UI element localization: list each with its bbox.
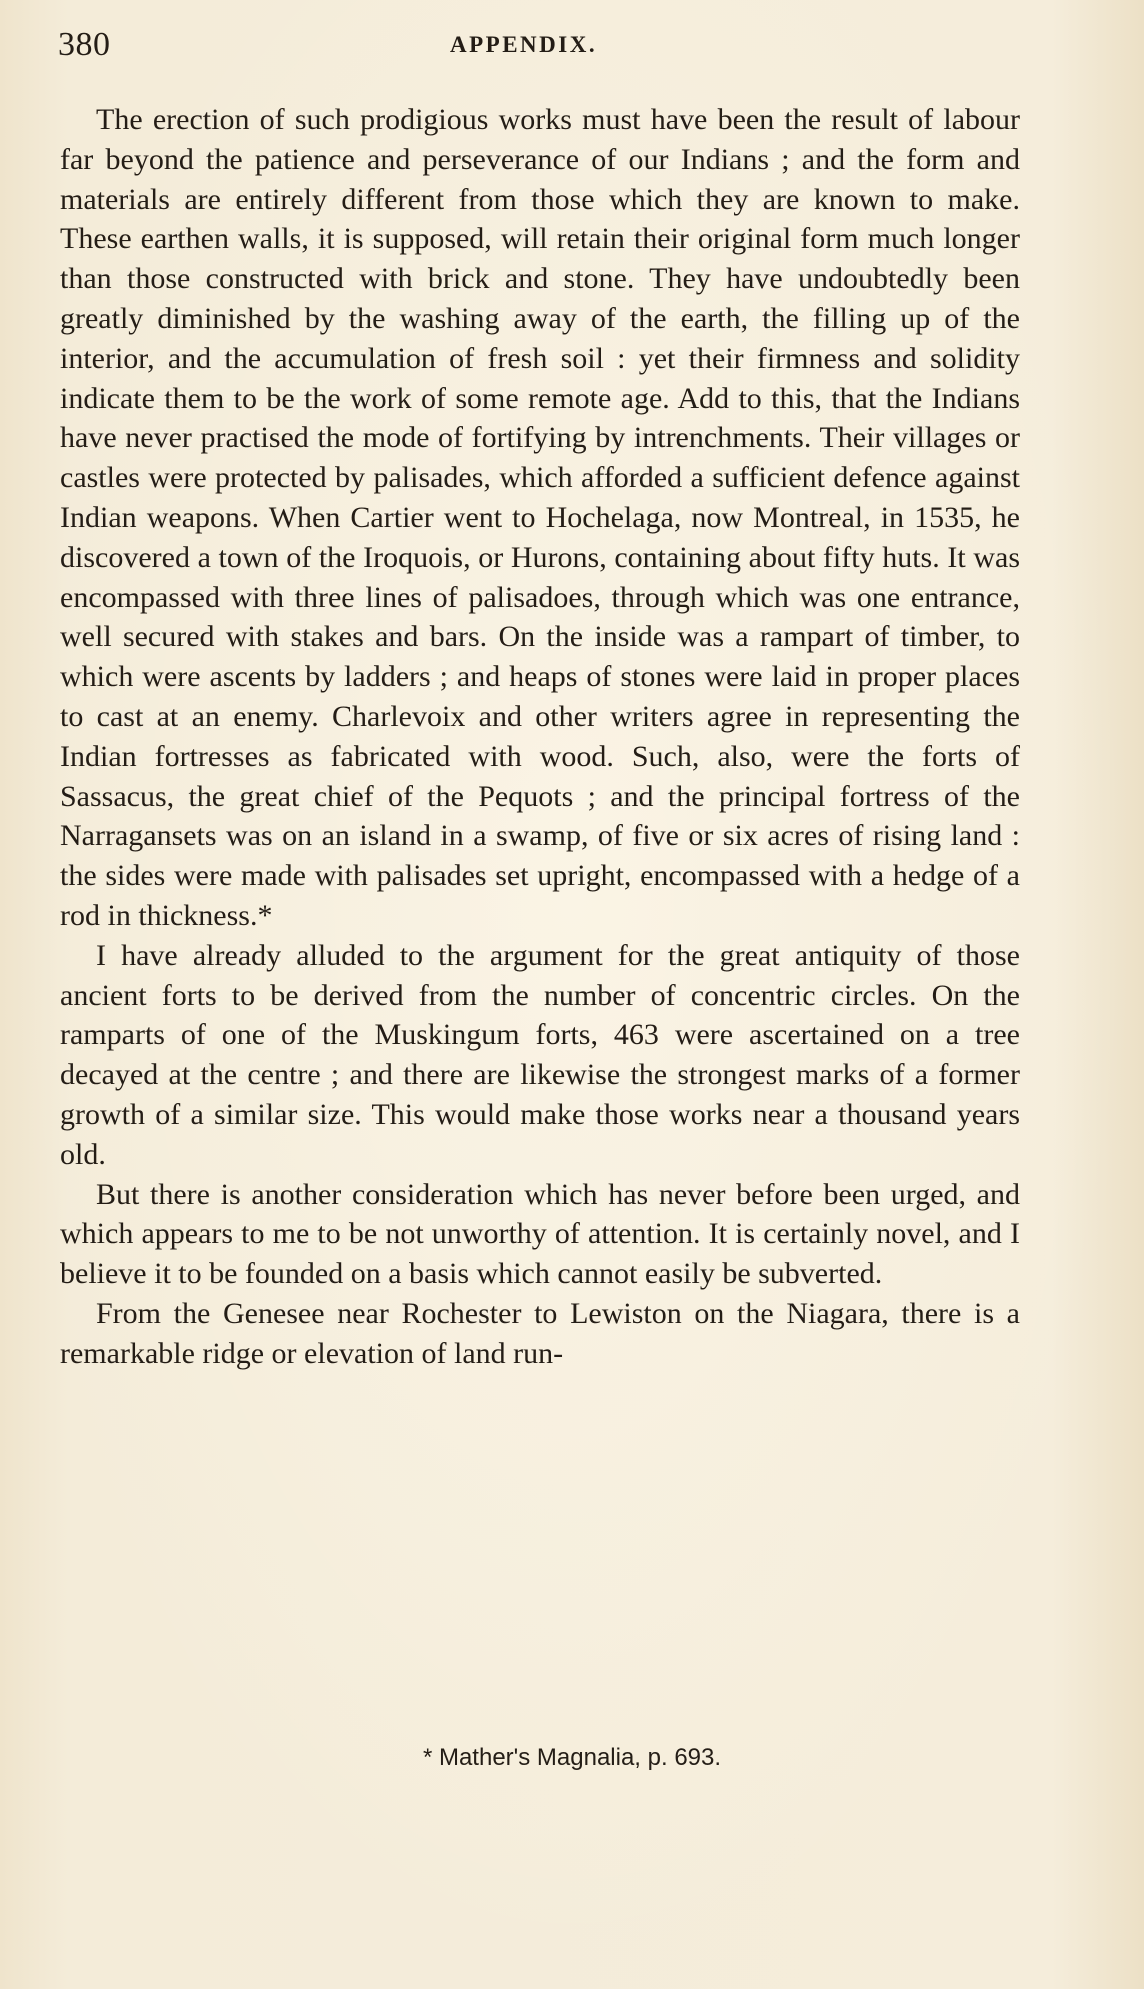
- section-title: APPENDIX.: [450, 32, 598, 57]
- paragraph-3: But there is another consideration which has never before been urged, and which appears to me to be not unworthy of attention. It is certainly novel, and I believe it to be founded on a basis which cannot easily be subverted.: [60, 1177, 1020, 1291]
- running-head: [58, 26, 1018, 74]
- footnote: * Mather's Magnalia, p. 693.: [422, 1744, 722, 1771]
- body-text: [60, 100, 1020, 1374]
- page-number: 380: [58, 26, 111, 63]
- paragraph-2: I have already alluded to the argument for the great antiquity of those ancient forts to be derived from the number of concentric circles. On the ramparts of one of the Muskingum forts, 463 were ascertained on a tree decayed at the centre ; and there are likewise the strongest marks of a former growth of a similar size. This would make those works near a thousand years old.: [60, 938, 1020, 1171]
- paragraph-4: From the Genesee near Rochester to Lewiston on the Niagara, there is a remarkable ridge or elevation of land run-: [60, 1296, 1020, 1370]
- paragraph-1: The erection of such prodigious works must have been the result of labour far beyond the patience and perseverance of our Indians ; and the form and materials are entirely different from those which they are known to make. These earthen walls, it is supposed, will retain their original form much longer than those constructed with brick and stone. They have undoubtedly been greatly diminished by the washing away of the earth, the filling up of the interior, and the accumulation of fresh soil : yet their firmness and solidity indicate them to be the work of some remote age. Add to this, that the Indians have never practised the mode of fortifying by intrenchments. Their villages or castles were protected by palisades, which afforded a sufficient defence against Indian weapons. When Cartier went to Hochelaga, now Montreal, in 1535, he discovered a town of the Iroquois, or Hurons, containing about fifty huts. It was encompassed with three lines of palisadoes, through which was one entrance, well secured with stakes and bars. On the inside was a rampart of timber, to which were ascents by ladders ; and heaps of stones were laid in proper places to cast at an enemy. Charlevoix and other writers agree in representing the Indian fortresses as fabricated with wood. Such, also, were the forts of Sassacus, the great chief of the Pequots ; and the principal fortress of the Narragansets was on an island in a swamp, of five or six acres of rising land : the sides were made with palisades set upright, encompassed with a hedge of a rod in thickness.*: [60, 103, 1020, 932]
